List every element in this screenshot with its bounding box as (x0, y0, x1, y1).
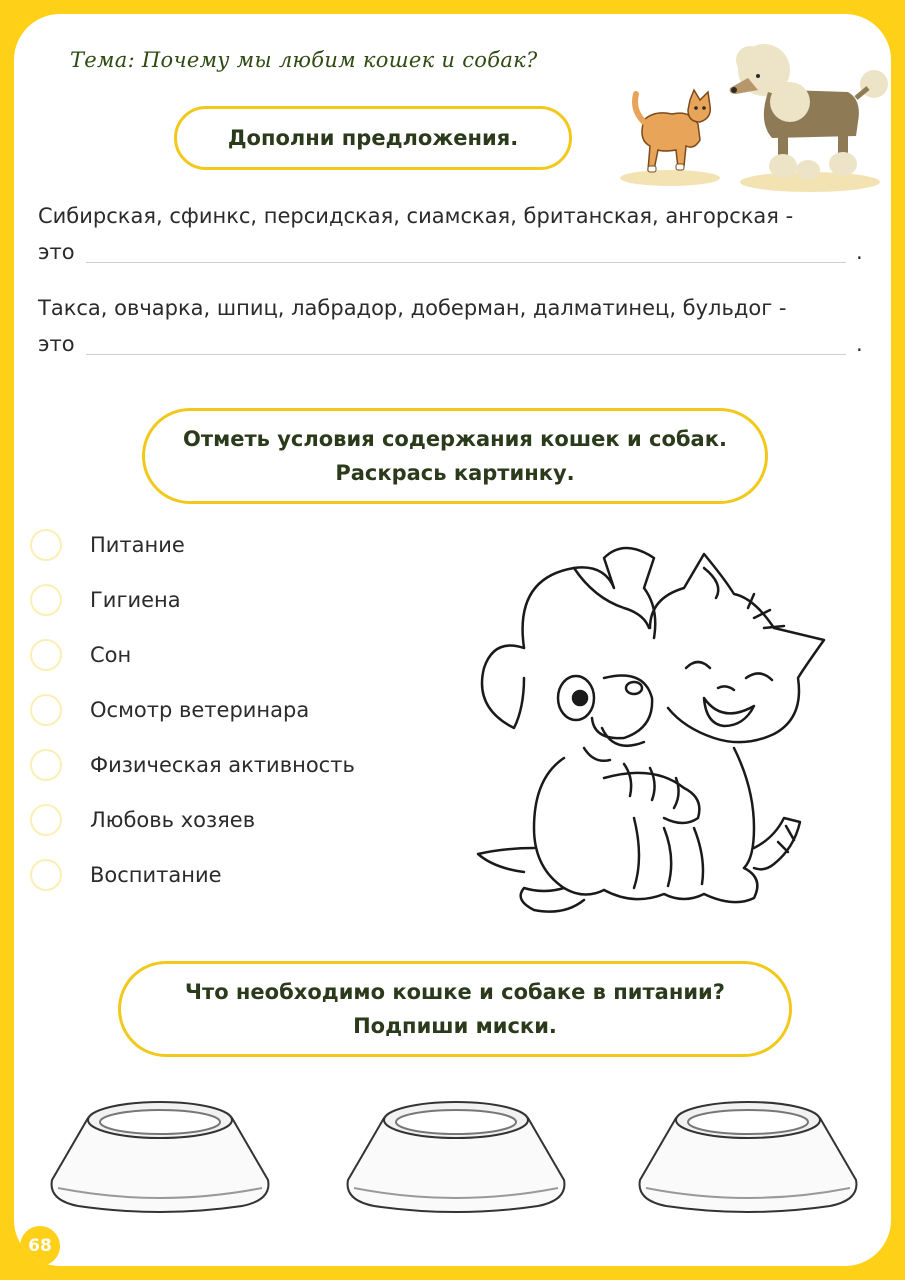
section-title-complete-sentences (174, 106, 572, 170)
worksheet-page (14, 14, 891, 1266)
section2-title-line1: Отметь условия содержания кошек и собак. (183, 427, 727, 451)
option-label: Гигиена (90, 588, 181, 612)
answer-prefix: это (38, 240, 75, 264)
option-label: Питание (90, 533, 185, 557)
checkbox-circle[interactable] (30, 694, 62, 726)
section3-title-line2: Подпиши миски. (353, 1014, 557, 1038)
section-title-nutrition (118, 961, 792, 1057)
checkbox-circle[interactable] (30, 804, 62, 836)
checkbox-circle[interactable] (30, 639, 62, 671)
option-label: Любовь хозяев (90, 808, 256, 832)
option-label: Физическая активность (90, 753, 355, 777)
poodle-illustration-icon (728, 26, 888, 192)
option-label: Воспитание (90, 863, 222, 887)
section2-title-line2: Раскрась картинку. (335, 461, 575, 485)
page-topic: Тема: Почему мы любим кошек и собак? (70, 48, 538, 72)
cat-illustration-icon (614, 80, 726, 188)
section3-title-line1: Что необходимо кошке и собаке в питании? (185, 980, 725, 1004)
checkbox-circle[interactable] (30, 584, 62, 616)
bowl-icon[interactable] (636, 1096, 860, 1216)
puppy-kitten-hug-coloring-icon[interactable] (454, 528, 838, 918)
option-label: Сон (90, 643, 132, 667)
bowl-icon[interactable] (48, 1096, 272, 1216)
checkbox-circle[interactable] (30, 749, 62, 781)
bowl-icon[interactable] (344, 1096, 568, 1216)
answer-row-dogs (38, 332, 868, 362)
answer-line-cats[interactable] (86, 262, 846, 263)
checkbox-circle[interactable] (30, 529, 62, 561)
page-number-badge (20, 1226, 60, 1266)
option-label: Осмотр ветеринара (90, 698, 310, 722)
answer-prefix: это (38, 332, 75, 356)
section1-title: Дополни предложения. (227, 126, 519, 150)
page-number: 68 (28, 1236, 52, 1256)
sentence-dogs: Такса, овчарка, шпиц, лабрадор, доберман, далматинец, бульдог - (38, 296, 787, 320)
section-title-care-conditions (142, 408, 768, 504)
sentence-cats: Сибирская, сфинкс, персидская, сиамская, британская, ангорская - (38, 204, 794, 228)
checkbox-circle[interactable] (30, 859, 62, 891)
option-item (30, 747, 355, 783)
answer-end: . (856, 240, 863, 264)
option-item (30, 582, 181, 618)
answer-row-cats (38, 240, 868, 270)
option-item (30, 527, 185, 563)
option-item (30, 802, 255, 838)
option-item (30, 637, 131, 673)
option-item (30, 857, 222, 893)
option-item (30, 692, 309, 728)
answer-line-dogs[interactable] (86, 354, 846, 355)
answer-end: . (856, 332, 863, 356)
